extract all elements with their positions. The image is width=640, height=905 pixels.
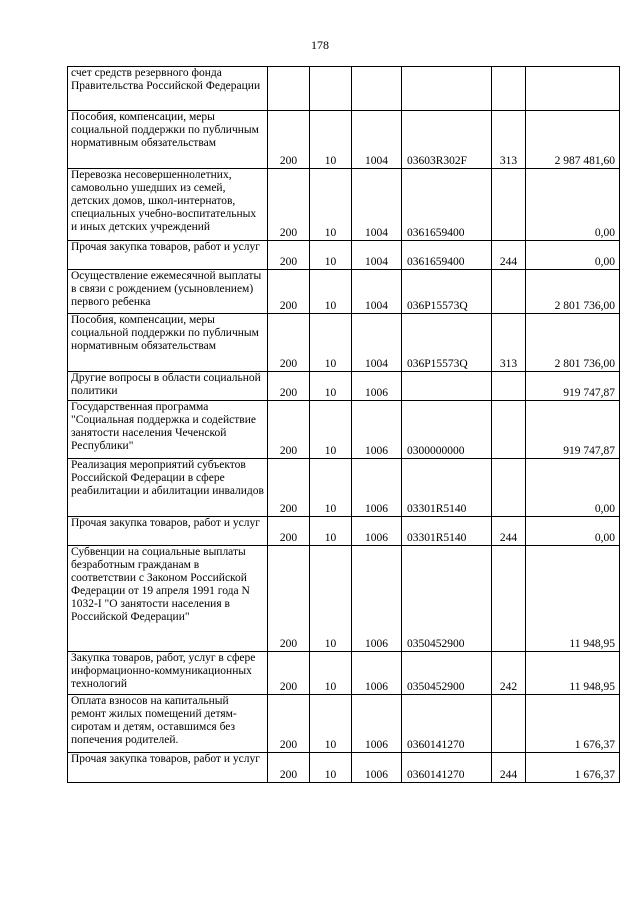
row-name-cell: Перевозка несовершеннолетних, самовольно ушедших из семей, детских домов, школ-интернатов, специальных учебно-воспитательных и иных детских учреждений xyxy=(68,169,268,241)
row-pr-cell: 1006 xyxy=(352,753,402,783)
row-vr-cell xyxy=(492,401,526,459)
row-vr-cell xyxy=(492,459,526,517)
table-row xyxy=(68,372,620,401)
row-pr-cell: 1004 xyxy=(352,270,402,314)
row-ved-cell: 200 xyxy=(268,517,310,546)
table-row xyxy=(68,517,620,546)
row-amount-cell: 919 747,87 xyxy=(526,401,620,459)
row-amount-cell xyxy=(526,67,620,111)
table-row xyxy=(68,314,620,372)
row-name-cell: Прочая закупка товаров, работ и услуг xyxy=(68,517,268,546)
row-pr-cell: 1006 xyxy=(352,652,402,695)
row-csr-cell: 0300000000 xyxy=(402,401,492,459)
table-row xyxy=(68,401,620,459)
row-rz-cell: 10 xyxy=(310,753,352,783)
row-pr-cell: 1006 xyxy=(352,546,402,652)
row-pr-cell: 1006 xyxy=(352,372,402,401)
row-rz-cell: 10 xyxy=(310,270,352,314)
row-ved-cell: 200 xyxy=(268,372,310,401)
row-amount-cell: 1 676,37 xyxy=(526,695,620,753)
row-ved-cell: 200 xyxy=(268,753,310,783)
row-rz-cell: 10 xyxy=(310,314,352,372)
row-pr-cell: 1004 xyxy=(352,314,402,372)
row-amount-cell: 919 747,87 xyxy=(526,372,620,401)
row-name-cell: Пособия, компенсации, меры социальной поддержки по публичным нормативным обязательствам xyxy=(68,111,268,169)
budget-table xyxy=(67,66,620,783)
row-amount-cell: 2 801 736,00 xyxy=(526,314,620,372)
row-csr-cell: 03301R5140 xyxy=(402,517,492,546)
page-number: 178 xyxy=(311,38,329,52)
row-csr-cell: 036P15573Q xyxy=(402,314,492,372)
row-rz-cell: 10 xyxy=(310,111,352,169)
row-rz-cell: 10 xyxy=(310,241,352,270)
row-csr-cell: 03603R302F xyxy=(402,111,492,169)
row-csr-cell: 036P15573Q xyxy=(402,270,492,314)
row-amount-cell: 0,00 xyxy=(526,459,620,517)
row-pr-cell: 1006 xyxy=(352,459,402,517)
row-name-cell: Государственная программа "Социальная поддержка и содействие занятости населения Чеченской Республики" xyxy=(68,401,268,459)
row-csr-cell: 0361659400 xyxy=(402,169,492,241)
row-rz-cell: 10 xyxy=(310,695,352,753)
row-pr-cell: 1006 xyxy=(352,517,402,546)
row-csr-cell: 0360141270 xyxy=(402,753,492,783)
row-csr-cell: 0350452900 xyxy=(402,546,492,652)
row-amount-cell: 11 948,95 xyxy=(526,652,620,695)
table-row xyxy=(68,111,620,169)
row-ved-cell: 200 xyxy=(268,401,310,459)
row-ved-cell: 200 xyxy=(268,314,310,372)
row-name-cell: Прочая закупка товаров, работ и услуг xyxy=(68,753,268,783)
row-vr-cell xyxy=(492,270,526,314)
row-vr-cell: 244 xyxy=(492,517,526,546)
row-ved-cell: 200 xyxy=(268,695,310,753)
row-rz-cell xyxy=(310,67,352,111)
row-amount-cell: 1 676,37 xyxy=(526,753,620,783)
row-pr-cell xyxy=(352,67,402,111)
row-rz-cell: 10 xyxy=(310,401,352,459)
row-name-cell: счет средств резервного фонда Правительства Российской Федерации xyxy=(68,67,268,111)
table-row xyxy=(68,652,620,695)
row-vr-cell: 313 xyxy=(492,111,526,169)
row-rz-cell: 10 xyxy=(310,459,352,517)
row-pr-cell: 1004 xyxy=(352,169,402,241)
row-pr-cell: 1004 xyxy=(352,241,402,270)
row-ved-cell: 200 xyxy=(268,546,310,652)
row-pr-cell: 1006 xyxy=(352,401,402,459)
row-ved-cell: 200 xyxy=(268,169,310,241)
row-csr-cell xyxy=(402,67,492,111)
row-vr-cell: 244 xyxy=(492,753,526,783)
row-ved-cell: 200 xyxy=(268,459,310,517)
table-row xyxy=(68,169,620,241)
row-rz-cell: 10 xyxy=(310,372,352,401)
row-ved-cell: 200 xyxy=(268,241,310,270)
row-name-cell: Осуществление ежемесячной выплаты в связи с рождением (усыновлением) первого ребенка xyxy=(68,270,268,314)
table-row xyxy=(68,241,620,270)
row-csr-cell: 0360141270 xyxy=(402,695,492,753)
row-vr-cell xyxy=(492,67,526,111)
row-name-cell: Другие вопросы в области социальной политики xyxy=(68,372,268,401)
row-name-cell: Субвенции на социальные выплаты безработным гражданам в соответствии с Законом Российской Федерации от 19 апреля 1991 года N 1032-I "О занятости населения в Российской Федерации" xyxy=(68,546,268,652)
row-rz-cell: 10 xyxy=(310,652,352,695)
row-vr-cell xyxy=(492,546,526,652)
row-csr-cell: 0350452900 xyxy=(402,652,492,695)
table-row xyxy=(68,695,620,753)
table-row xyxy=(68,270,620,314)
row-amount-cell: 0,00 xyxy=(526,517,620,546)
row-csr-cell: 0361659400 xyxy=(402,241,492,270)
table-row xyxy=(68,546,620,652)
row-vr-cell xyxy=(492,372,526,401)
row-ved-cell: 200 xyxy=(268,270,310,314)
row-name-cell: Прочая закупка товаров, работ и услуг xyxy=(68,241,268,270)
row-rz-cell: 10 xyxy=(310,546,352,652)
table-row xyxy=(68,753,620,783)
row-vr-cell xyxy=(492,169,526,241)
row-ved-cell xyxy=(268,67,310,111)
row-amount-cell: 0,00 xyxy=(526,241,620,270)
row-csr-cell: 03301R5140 xyxy=(402,459,492,517)
row-ved-cell: 200 xyxy=(268,652,310,695)
row-name-cell: Закупка товаров, работ, услуг в сфере информационно-коммуникационных технологий xyxy=(68,652,268,695)
row-vr-cell: 313 xyxy=(492,314,526,372)
row-name-cell: Реализация мероприятий субъектов Российской Федерации в сфере реабилитации и абилитации инвалидов xyxy=(68,459,268,517)
row-vr-cell: 242 xyxy=(492,652,526,695)
row-amount-cell: 0,00 xyxy=(526,169,620,241)
row-pr-cell: 1004 xyxy=(352,111,402,169)
row-amount-cell: 11 948,95 xyxy=(526,546,620,652)
row-vr-cell: 244 xyxy=(492,241,526,270)
row-amount-cell: 2 987 481,60 xyxy=(526,111,620,169)
row-amount-cell: 2 801 736,00 xyxy=(526,270,620,314)
row-vr-cell xyxy=(492,695,526,753)
row-pr-cell: 1006 xyxy=(352,695,402,753)
table-row xyxy=(68,67,620,111)
row-csr-cell xyxy=(402,372,492,401)
row-name-cell: Оплата взносов на капитальный ремонт жилых помещений детям-сиротам и детям, оставшимся без попечения родителей. xyxy=(68,695,268,753)
row-ved-cell: 200 xyxy=(268,111,310,169)
row-rz-cell: 10 xyxy=(310,169,352,241)
row-name-cell: Пособия, компенсации, меры социальной поддержки по публичным нормативным обязательствам xyxy=(68,314,268,372)
table-row xyxy=(68,459,620,517)
row-rz-cell: 10 xyxy=(310,517,352,546)
